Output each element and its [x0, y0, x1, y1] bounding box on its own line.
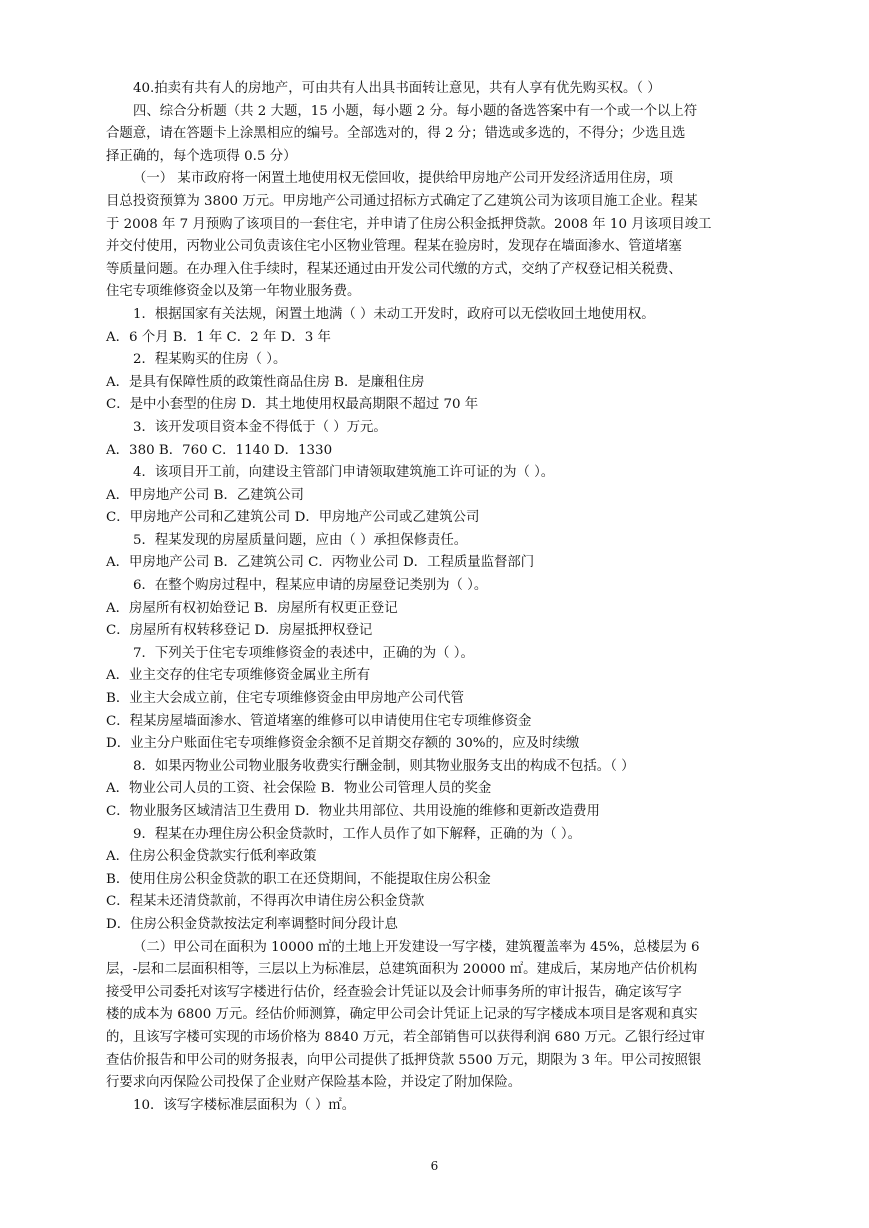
text-line: 层，-层和二层面积相等，三层以上为标准层，总建筑面积为 20000 ㎡。建成后，某房地产估价机构	[106, 962, 698, 978]
text-line: B．使用住房公积金贷款的职工在还贷期间，不能提取住房公积金	[106, 871, 491, 887]
text-line: 住宅专项维修资金以及第一年物业服务费。	[106, 284, 361, 300]
text-line: A．甲房地产公司 B．乙建筑公司 C．丙物业公司 D．工程质量监督部门	[106, 555, 535, 571]
text-line: D．业主分户账面住宅专项维修资金余额不足首期交存额的 30%的，应及时续缴	[106, 736, 580, 752]
text-line: 接受甲公司委托对该写字楼进行估价，经查验会计凭证以及会计师事务所的审计报告，确定该写字	[106, 984, 682, 1000]
text-line: 行要求向丙保险公司投保了企业财产保险基本险，并设定了附加保险。	[106, 1075, 522, 1091]
text-line: 2．程某购买的住房（ ）。	[133, 352, 287, 368]
text-line: 8．如果丙物业公司物业服务收费实行酬金制，则其物业服务支出的构成不包括。（ ）	[133, 758, 635, 774]
text-line: C．是中小套型的住房 D．其土地使用权最高期限不超过 70 年	[106, 397, 479, 413]
text-line: A．业主交存的住宅专项维修资金属业主所有	[106, 668, 371, 684]
text-line: 10．该写字楼标准层面积为（ ）㎡。	[133, 1097, 356, 1113]
text-line: 目总投资预算为 3800 万元。甲房地产公司通过招标方式确定了乙建筑公司为该项目施工企业。程某	[106, 193, 698, 209]
text-line: C．房屋所有权转移登记 D．房屋抵押权登记	[106, 623, 373, 639]
text-line: A．6 个月 B．1 年 C．2 年 D．3 年	[106, 329, 331, 345]
text-line: （一） 某市政府将一闲置土地使用权无偿回收，提供给甲房地产公司开发经济适用住房，项	[133, 171, 673, 187]
text-line: 合题意，请在答题卡上涂黑相应的编号。全部选对的，得 2 分；错选或多选的，不得分；少选且选	[106, 126, 686, 142]
text-line: 5．程某发现的房屋质量问题，应由（ ）承担保修责任。	[133, 532, 468, 548]
text-line: 1．根据国家有关法规，闲置土地满（ ）未动工开发时，政府可以无偿收回土地使用权。	[133, 306, 655, 322]
text-line: （二）甲公司在面积为 10000 ㎡的土地上开发建设一写字楼，建筑覆盖率为 45%，总楼层为 6	[133, 939, 700, 955]
text-line: 等质量问题。在办理入住手续时，程某还通过由开发公司代缴的方式，交纳了产权登记相关税费、	[106, 261, 682, 277]
text-line: B．业主大会成立前，住宅专项维修资金由甲房地产公司代管	[106, 691, 464, 707]
text-line: A．是具有保障性质的政策性商品住房 B．是廉租住房	[106, 374, 425, 390]
text-line: C．程某未还清贷款前，不得再次申请住房公积金贷款	[106, 894, 425, 910]
document-body	[106, 78, 766, 1117]
text-line: A．物业公司人员的工资、社会保险 B．物业公司管理人员的奖金	[106, 781, 492, 797]
text-line: 楼的成本为 6800 万元。经估价师测算，确定甲公司会计凭证上记录的写字楼成本项目是客观和真实	[106, 1007, 698, 1023]
text-line: 择正确的，每个选项得 0.5 分）	[106, 148, 297, 164]
text-line: 7．下列关于住宅专项维修资金的表述中，正确的为（ ）。	[133, 645, 474, 661]
text-line: 的，且该写字楼可实现的市场价格为 8840 万元，若全部销售可以获得利润 680 万元。乙银行经过审	[106, 1029, 705, 1045]
text-line: A．甲房地产公司 B．乙建筑公司	[106, 487, 304, 503]
text-line: 并交付使用，丙物业公司负责该住宅小区物业管理。程某在验房时，发现存在墙面渗水、管道堵塞	[106, 239, 682, 255]
text-line: 3．该开发项目资本金不得低于（ ）万元。	[133, 419, 387, 435]
text-line: C．程某房屋墙面渗水、管道堵塞的维修可以申请使用住宅专项维修资金	[106, 713, 532, 729]
text-line: 40.拍卖有共有人的房地产，可由共有人出具书面转让意见，共有人享有优先购买权。（ ）	[133, 81, 661, 96]
text-line: C．甲房地产公司和乙建筑公司 D．甲房地产公司或乙建筑公司	[106, 510, 480, 526]
page-number: 6	[430, 1159, 439, 1173]
text-line: 9．程某在办理住房公积金贷款时，工作人员作了如下解释，正确的为（ ）。	[133, 826, 581, 842]
text-line: 查估价报告和甲公司的财务报表，向甲公司提供了抵押贷款 5500 万元，期限为 3 年。甲公司按照银	[106, 1052, 702, 1068]
text-line: C．物业服务区域清洁卫生费用 D．物业共用部位、共用设施的维修和更新改造费用	[106, 804, 600, 819]
text-line: 于 2008 年 7 月预购了该项目的一套住宅，并申请了住房公积金抵押贷款。2008 年 10 月该项目竣工	[106, 216, 712, 232]
text-line: A．房屋所有权初始登记 B．房屋所有权更正登记	[106, 600, 398, 616]
text-line: 4．该项目开工前，向建设主管部门申请领取建筑施工许可证的为（ ）。	[133, 465, 555, 481]
text-line: 四、综合分析题（共 2 大题，15 小题，每小题 2 分。每小题的备选答案中有一个或一个以上符	[133, 103, 698, 119]
text-line: A．380 B．760 C．1140 D．1330	[106, 442, 333, 458]
text-line: D．住房公积金贷款按法定利率调整时间分段计息	[106, 916, 398, 932]
text-line: 6．在整个购房过程中，程某应申请的房屋登记类别为（ ）。	[133, 578, 488, 594]
text-line: A．住房公积金贷款实行低利率政策	[106, 849, 317, 865]
